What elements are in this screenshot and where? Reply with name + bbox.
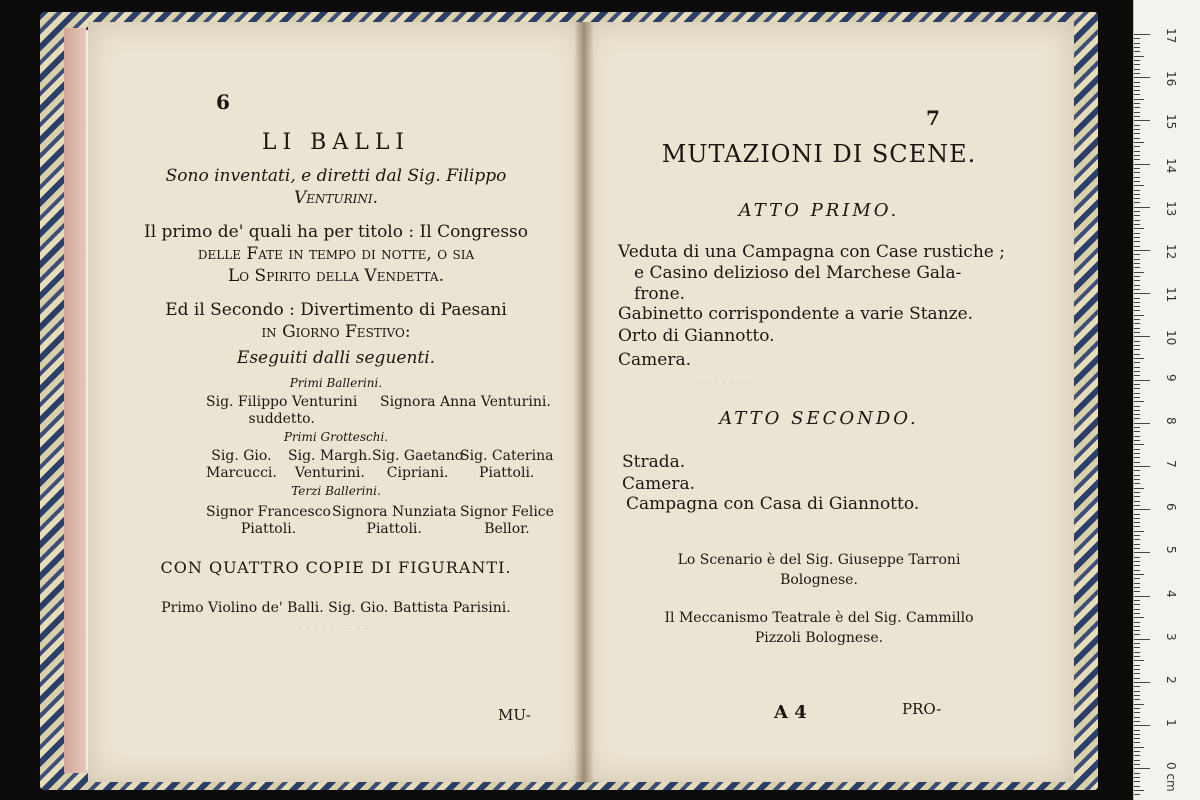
ruler-tick: [1134, 194, 1140, 195]
ruler-tick: [1134, 574, 1144, 575]
ruler-tick: [1134, 60, 1140, 61]
ruler-tick: [1134, 151, 1140, 152]
ruler-tick: [1134, 665, 1140, 666]
ruler-tick: [1134, 526, 1140, 527]
scene-line: Strada.: [622, 452, 686, 472]
ruler-tick: [1134, 552, 1150, 553]
ruler-tick: [1134, 233, 1140, 234]
ruler-tick: [1134, 302, 1140, 303]
ruler-tick: [1134, 345, 1140, 346]
ruler-tick: [1134, 280, 1140, 281]
first-ballet-line-3: Lo Spirito della Vendetta.: [228, 266, 444, 286]
ruler-tick: [1134, 177, 1140, 178]
ruler-tick: [1134, 721, 1140, 722]
ruler-tick: [1134, 181, 1140, 182]
performed-by: Eseguiti dalli seguenti.: [236, 348, 436, 368]
ruler-tick: [1134, 315, 1144, 316]
dancer-name: Sig. Gaetano Cipriani.: [372, 448, 464, 481]
ruler-tick: [1134, 712, 1140, 713]
ruler-tick: [1134, 241, 1140, 242]
show-through-text: · · · · · · · · · · · ·: [684, 376, 772, 390]
ruler-tick: [1134, 505, 1140, 506]
ruler-tick: [1134, 142, 1144, 143]
ruler-tick: [1134, 237, 1140, 238]
group-heading-terzi-ballerini: Terzi Ballerini.: [291, 484, 381, 498]
ruler-tick: [1134, 548, 1140, 549]
ruler-tick: [1134, 652, 1140, 653]
ruler-tick: [1134, 375, 1140, 376]
ruler-tick: [1134, 539, 1140, 540]
act-one-heading: ATTO PRIMO.: [738, 200, 900, 221]
ruler-tick: [1134, 362, 1140, 363]
ruler-tick: [1134, 272, 1144, 273]
ruler-tick: [1134, 423, 1150, 424]
ruler-tick: [1134, 660, 1144, 661]
ruler-tick: [1134, 155, 1140, 156]
ruler-tick: [1134, 773, 1140, 774]
ruler-tick: [1134, 310, 1140, 311]
ruler-tick: [1134, 254, 1140, 255]
ruler-tick: [1134, 755, 1140, 756]
ruler-tick: [1134, 215, 1140, 216]
ruler-tick: [1134, 535, 1140, 536]
ruler-tick: [1134, 656, 1140, 657]
ruler-tick: [1134, 647, 1140, 648]
ruler-tick: [1134, 107, 1140, 108]
dancer-name: Signora Anna Venturini.: [380, 394, 551, 410]
ruler-tick: [1134, 466, 1150, 467]
measuring-ruler: [1133, 0, 1200, 800]
ruler-tick: [1134, 431, 1140, 432]
ruler-tick: [1134, 457, 1140, 458]
ruler-label: 2: [1164, 676, 1178, 684]
second-ballet-line-2: in Giorno Festivo:: [261, 322, 411, 342]
ruler-tick: [1134, 768, 1150, 769]
ruler-tick: [1134, 293, 1150, 294]
ruler-tick: [1134, 604, 1140, 605]
scenario-credit-line-2: Bolognese.: [780, 572, 858, 588]
ruler-tick: [1134, 522, 1140, 523]
ruler-tick: [1134, 643, 1140, 644]
scenario-credit-line-1: Lo Scenario è del Sig. Giuseppe Tarroni: [677, 552, 961, 568]
ruler-tick: [1134, 587, 1140, 588]
ruler-tick: [1134, 393, 1140, 394]
ruler-tick: [1134, 483, 1140, 484]
ruler-tick: [1134, 380, 1150, 381]
ruler-tick: [1134, 125, 1140, 126]
ruler-tick: [1134, 596, 1150, 597]
ruler-label: 8: [1164, 416, 1178, 425]
ruler-tick: [1134, 168, 1140, 169]
ruler-tick: [1134, 397, 1140, 398]
ruler-label: 0 cm: [1164, 762, 1178, 793]
ruler-tick: [1134, 228, 1144, 229]
credit-line-1: Sono inventati, e diretti dal Sig. Filippo: [165, 166, 507, 186]
ruler-label: 4: [1164, 589, 1178, 598]
scene-line: frone.: [634, 284, 686, 304]
ruler-tick: [1134, 306, 1140, 307]
act-two-heading: ATTO SECONDO.: [719, 408, 919, 429]
ruler-tick: [1134, 747, 1144, 748]
ruler-tick: [1134, 354, 1140, 355]
ruler-tick: [1134, 112, 1140, 113]
scene-line: Gabinetto corrispondente a varie Stanze.: [618, 304, 974, 324]
mechanism-credit-line-1: Il Meccanismo Teatrale è del Sig. Cammillo: [664, 610, 974, 626]
ruler-label: 15: [1164, 114, 1178, 130]
second-ballet-line-1: Ed il Secondo : Divertimento di Paesani: [165, 300, 507, 320]
ruler-tick: [1134, 751, 1140, 752]
ruler-tick: [1134, 289, 1140, 290]
ruler-tick: [1134, 133, 1140, 134]
ruler-tick: [1134, 578, 1140, 579]
scene-line: Camera.: [618, 350, 691, 370]
ruler-tick: [1134, 704, 1144, 705]
ruler-tick: [1134, 298, 1140, 299]
left-catchword: MU-: [498, 706, 531, 724]
ruler-tick: [1134, 777, 1140, 778]
ruler-tick: [1134, 418, 1140, 419]
ruler-tick: [1134, 246, 1140, 247]
ruler-tick: [1134, 250, 1150, 251]
ruler-tick: [1134, 172, 1140, 173]
ruler-tick: [1134, 695, 1140, 696]
ruler-label: 10: [1164, 330, 1178, 346]
right-page: [584, 22, 1074, 782]
ruler-tick: [1134, 462, 1140, 463]
ruler-tick: [1134, 51, 1140, 52]
ruler-tick: [1134, 440, 1140, 441]
ruler-tick: [1134, 207, 1150, 208]
ruler-label: 17: [1164, 28, 1178, 44]
ruler-tick: [1134, 401, 1144, 402]
ruler-tick: [1134, 73, 1140, 74]
scene-line: Camera.: [622, 474, 695, 494]
ruler-tick: [1134, 518, 1140, 519]
ruler-tick: [1134, 725, 1150, 726]
signature-mark: A 4: [774, 702, 807, 723]
dancer-name: Signora Nunziata Piattoli.: [332, 504, 457, 537]
ruler-tick: [1134, 120, 1150, 121]
ruler-tick: [1134, 77, 1150, 78]
ruler-tick: [1134, 444, 1144, 445]
ruler-tick: [1134, 561, 1140, 562]
ruler-tick: [1134, 717, 1140, 718]
ruler-label: 3: [1164, 632, 1178, 641]
ruler-tick: [1134, 492, 1140, 493]
ruler-tick: [1134, 56, 1144, 57]
ruler-tick: [1134, 427, 1140, 428]
ruler-tick: [1134, 691, 1140, 692]
ruler-tick: [1134, 263, 1140, 264]
ruler-tick: [1134, 764, 1140, 765]
ruler-tick: [1134, 760, 1140, 761]
ruler-tick: [1134, 267, 1140, 268]
ruler-tick: [1134, 544, 1140, 545]
ruler-tick: [1134, 609, 1140, 610]
left-page-title: LI BALLI: [261, 130, 411, 155]
ruler-label: 6: [1164, 503, 1178, 511]
ruler-tick: [1134, 138, 1140, 139]
ruler-tick: [1134, 116, 1140, 117]
ruler-label: 14: [1164, 157, 1178, 173]
ruler-tick: [1134, 734, 1140, 735]
ruler-tick: [1134, 781, 1140, 782]
ruler-tick: [1134, 557, 1140, 558]
right-page-title: MUTAZIONI DI SCENE.: [661, 140, 977, 168]
ruler-tick: [1134, 673, 1140, 674]
first-ballet-line-2: delle Fate in tempo di notte, o sia: [197, 244, 475, 264]
scene-line: Orto di Giannotto.: [618, 326, 775, 346]
ruler-tick: [1134, 669, 1140, 670]
ruler-tick: [1134, 90, 1140, 91]
ruler-tick: [1134, 224, 1140, 225]
ruler-label: 11: [1164, 287, 1178, 303]
ruler-tick: [1134, 678, 1140, 679]
book-gutter: [574, 22, 594, 782]
ruler-tick: [1134, 591, 1140, 592]
ruler-label: 9: [1164, 373, 1178, 382]
ruler-tick: [1134, 276, 1140, 277]
ruler-tick: [1134, 38, 1140, 39]
ruler-tick: [1134, 531, 1144, 532]
ruler-tick: [1134, 613, 1140, 614]
show-through-text: · · · · · · · · ·: [298, 622, 369, 637]
ruler-tick: [1134, 285, 1140, 286]
ruler-label: 16: [1164, 71, 1178, 87]
ruler-tick: [1134, 682, 1150, 683]
dancer-name: Sig. Caterina Piattoli.: [460, 448, 554, 481]
ruler-tick: [1134, 185, 1144, 186]
scene-line: Veduta di una Campagna con Case rustiche ;: [618, 242, 1005, 262]
ruler-tick: [1134, 479, 1140, 480]
ruler-tick: [1134, 64, 1140, 65]
ruler-tick: [1134, 514, 1140, 515]
ruler-tick: [1134, 43, 1140, 44]
mechanism-credit-line-2: Pizzoli Bolognese.: [754, 630, 884, 646]
ruler-tick: [1134, 622, 1140, 623]
ruler-tick: [1134, 47, 1140, 48]
ruler-tick: [1134, 699, 1140, 700]
left-page-number: 6: [216, 90, 230, 114]
ruler-tick: [1134, 164, 1150, 165]
ruler-tick: [1134, 453, 1140, 454]
ruler-tick: [1134, 336, 1150, 337]
ruler-tick: [1134, 69, 1140, 70]
ruler-tick: [1134, 159, 1140, 160]
ruler-tick: [1134, 626, 1140, 627]
ruler-tick: [1134, 319, 1140, 320]
ruler-tick: [1134, 617, 1144, 618]
ruler-tick: [1134, 501, 1140, 502]
dancer-name: Sig. Gio. Marcucci.: [206, 448, 277, 481]
ruler-tick: [1134, 436, 1140, 437]
ruler-tick: [1134, 414, 1140, 415]
ruler-tick: [1134, 496, 1140, 497]
ruler-tick: [1134, 82, 1140, 83]
ruler-tick: [1134, 34, 1150, 35]
ruler-tick: [1134, 600, 1140, 601]
dancer-name: Signor Francesco Piattoli.: [206, 504, 331, 537]
ruler-tick: [1134, 488, 1144, 489]
dancer-name: Signor Felice Bellor.: [460, 504, 554, 537]
ruler-tick: [1134, 730, 1140, 731]
ruler-tick: [1134, 367, 1140, 368]
ruler-tick: [1134, 708, 1140, 709]
ruler-tick: [1134, 94, 1140, 95]
ruler-tick: [1134, 475, 1140, 476]
ruler-tick: [1134, 220, 1140, 221]
ruler-tick: [1134, 323, 1140, 324]
ruler-tick: [1134, 129, 1140, 130]
ruler-tick: [1134, 470, 1140, 471]
figuranti-line: CON QUATTRO COPIE DI FIGURANTI.: [160, 558, 512, 577]
ruler-tick: [1134, 198, 1140, 199]
ruler-label: 1: [1164, 719, 1178, 727]
ruler-label: 12: [1164, 244, 1178, 260]
ruler-tick: [1134, 406, 1140, 407]
ruler-tick: [1134, 790, 1144, 791]
ruler-tick: [1134, 630, 1140, 631]
ruler-tick: [1134, 686, 1140, 687]
ruler-tick: [1134, 786, 1140, 787]
ruler-tick: [1134, 190, 1140, 191]
scene-line: Campagna con Casa di Giannotto.: [626, 494, 920, 514]
ruler-label: 13: [1164, 200, 1178, 217]
credit-line-2: Venturini.: [293, 188, 379, 208]
scene-line: e Casino delizioso del Marchese Gala-: [634, 263, 962, 283]
ruler-tick: [1134, 358, 1144, 359]
dancer-name: Sig. Margh. Venturini.: [288, 448, 372, 481]
dancer-name: Sig. Filippo Venturini suddetto.: [206, 394, 358, 427]
violin-credit: Primo Violino de' Balli. Sig. Gio. Battista Parisini.: [161, 600, 511, 616]
ruler-tick: [1134, 103, 1140, 104]
right-catchword: PRO-: [902, 700, 942, 718]
ruler-tick: [1134, 328, 1140, 329]
ruler-tick: [1134, 259, 1140, 260]
ruler-tick: [1134, 384, 1140, 385]
ruler-tick: [1134, 583, 1140, 584]
ruler-tick: [1134, 211, 1140, 212]
ruler-tick: [1134, 371, 1140, 372]
right-page-number: 7: [926, 106, 940, 130]
ruler-tick: [1134, 388, 1140, 389]
ruler-tick: [1134, 565, 1140, 566]
left-page: [88, 22, 584, 782]
ruler-tick: [1134, 86, 1140, 87]
group-heading-primi-grotteschi: Primi Grotteschi.: [283, 430, 389, 444]
ruler-tick: [1134, 794, 1140, 795]
group-heading-primi-ballerini: Primi Ballerini.: [289, 376, 383, 390]
ruler-tick: [1134, 146, 1140, 147]
ruler-tick: [1134, 742, 1140, 743]
ruler-tick: [1134, 410, 1140, 411]
ruler-tick: [1134, 509, 1150, 510]
ruler-tick: [1134, 202, 1140, 203]
ruler-tick: [1134, 349, 1140, 350]
endpaper-strip: [64, 28, 86, 773]
ruler-tick: [1134, 341, 1140, 342]
ruler-label: 5: [1164, 546, 1178, 555]
ruler-tick: [1134, 570, 1140, 571]
ruler-tick: [1134, 99, 1144, 100]
ruler-tick: [1134, 634, 1140, 635]
ruler-tick: [1134, 738, 1140, 739]
ruler-tick: [1134, 449, 1140, 450]
ruler-label: 7: [1164, 460, 1178, 468]
ruler-tick: [1134, 332, 1140, 333]
ruler-tick: [1134, 639, 1150, 640]
first-ballet-line-1: Il primo de' quali ha per titolo : Il Congresso: [143, 222, 529, 242]
